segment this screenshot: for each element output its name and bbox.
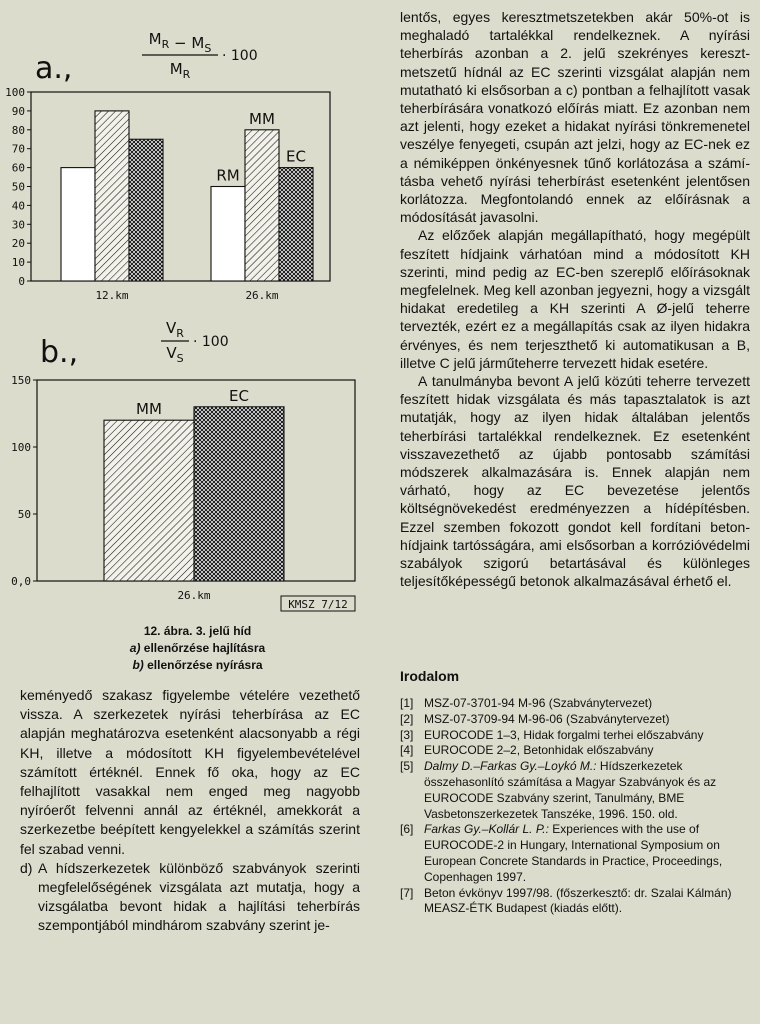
reference-author: Farkas Gy.–Kollár L. P.: xyxy=(424,822,549,837)
reference-item xyxy=(400,728,752,744)
bar-label: MM xyxy=(136,400,162,419)
formula-factor: · 100 xyxy=(222,48,258,64)
reference-item xyxy=(400,759,752,822)
y-tick-label: 50 xyxy=(11,180,25,194)
formula-numerator: $V_R$ xyxy=(166,319,184,340)
caption-title: 12. ábra. 3. jelű híd xyxy=(143,624,252,638)
y-tick-label: 80 xyxy=(11,123,25,137)
reference-item xyxy=(400,712,752,728)
bar-mm xyxy=(104,420,194,581)
x-category-label: 26.km xyxy=(177,589,211,602)
y-tick-label: 0,0 xyxy=(11,575,31,588)
right-column xyxy=(400,8,750,591)
references-title: Irodalom xyxy=(400,668,460,684)
bar-label: RM xyxy=(216,166,240,185)
y-tick-label: 0 xyxy=(18,275,25,288)
y-tick-label: 50 xyxy=(17,508,31,521)
formula-numerator: $M_R - M_S$ xyxy=(148,30,212,55)
right-paragraph-3: A tanulmányba bevont A jelű közúti teherre tervezett feszített hidak vizsgálata és más tapasztalatok is azt mutatják, hogy az ilyen hidak általában jelentős teherbírási tartalékkal rendelkeznek. Ez esetenként visszavezethető az újabb pontosabb számítási módszerek alkalmazására is. Ennek alapján nem várható, hogy az EC bevezetése jelentős költségnövekedést eredményezzen a hídépítésben. Ezzel szemben fokozott gondot kell fordítani betonhídjaink tartósságára, ami elsősorban a korrózióvédelmi szabályok szigorú betartásával és különleges teljesítőképességű betonok alkalmazásával érhető el. xyxy=(400,373,750,590)
caption-line-b xyxy=(20,657,375,674)
bar-ec xyxy=(129,139,163,281)
figure-12 xyxy=(0,0,380,620)
reference-text: Farkas Gy.–Kollár L. P.: Experiences with the use of EUROCODE-2 in Hungary, International Symposium on European Concrete Standards in Practice, Proceedings, Copenhagen 1997. xyxy=(424,822,723,884)
figure-caption xyxy=(20,623,375,674)
caption-b-prefix: b) xyxy=(132,658,144,672)
bar-label: EC xyxy=(286,147,306,166)
x-category-label: 12.km xyxy=(95,289,129,302)
panel-label: a., xyxy=(35,51,73,86)
reference-number: [3] xyxy=(400,727,414,742)
reference-number: [5] xyxy=(400,759,414,774)
bar-ec xyxy=(279,168,313,281)
bar-label: MM xyxy=(249,109,275,128)
bar-rm xyxy=(211,187,245,282)
stamp-label: KMSZ 7/12 xyxy=(288,598,348,611)
chart-panel-a xyxy=(5,30,330,302)
left-paragraph-1: keményedő szakasz figyelembe vételére vezethető vissza. A szerkezetek nyírási teherbírása az EC alapján meghatározva esetenként alacsonyabb a régi KH, illetve a módosított KH figyelembevételével számított értéknél. Ennek fő oka, hogy az EC felhajlított vasakkal nem enged meg nagyobb nyíróerőt felvenni annál az értéknél, amekkorát a szerkezetbe beépített kengyelekkel a számítás szerint fel szabad venni. xyxy=(20,687,360,857)
bar-mm xyxy=(245,130,279,281)
reference-text: EUROCODE 1–3, Hidak forgalmi terhei előszabvány xyxy=(424,727,704,742)
left-column xyxy=(20,686,360,936)
chart-panel-b xyxy=(11,319,355,611)
panel-label: b., xyxy=(40,335,79,370)
reference-number: [6] xyxy=(400,822,414,837)
y-tick-label: 150 xyxy=(11,374,31,387)
reference-item xyxy=(400,822,752,885)
y-tick-label: 100 xyxy=(5,86,25,99)
bar-mm xyxy=(95,111,129,281)
reference-text: Dalmy D.–Farkas Gy.–Loykó M.: Hídszerkezetek összehasonlító számítása a Magyar Szabványok és az EUROCODE Szabvány szerint, Tanulmány, BME Vasbetonszerkezetek Tanszéke, 1996. 150. old. xyxy=(424,759,717,821)
y-tick-label: 40 xyxy=(11,199,25,213)
bar-rm xyxy=(61,168,95,281)
y-tick-label: 100 xyxy=(11,441,31,454)
y-tick-label: 90 xyxy=(11,104,25,118)
y-tick-label: 30 xyxy=(11,218,25,232)
reference-number: [4] xyxy=(400,743,414,758)
formula-denominator: $V_S$ xyxy=(166,344,184,365)
reference-text: EUROCODE 2–2, Betonhidak előszabvány xyxy=(424,743,654,758)
reference-item xyxy=(400,743,752,759)
list-marker-d: d) xyxy=(20,859,33,876)
stamp xyxy=(281,596,355,611)
caption-a-text: ellenőrzése hajlításra xyxy=(140,641,266,655)
x-category-label: 26.km xyxy=(245,289,279,302)
reference-item xyxy=(400,696,752,712)
caption-line-a xyxy=(20,640,375,657)
y-tick-label: 60 xyxy=(11,161,25,175)
bar-ec xyxy=(194,407,284,581)
caption-b-text: ellenőrzése nyírásra xyxy=(143,658,263,672)
reference-number: [1] xyxy=(400,696,414,710)
list-item-d xyxy=(20,859,360,936)
y-tick-label: 10 xyxy=(11,256,25,270)
reference-author: Dalmy D.–Farkas Gy.–Loykó M.: xyxy=(424,759,597,774)
formula-factor: · 100 xyxy=(193,334,229,350)
right-paragraph-1: lentős, egyes keresztmetszetekben akár 50%-ot is meghaladó tartalékkal rendelkeznek. A nyírási teherbírás azonban a 2. jelű szekrényes keresztmetszetű hídnál az EC szerinti vizsgálat alapján nem mutatható ki elsősorban a c) pontban a felhajlított vasak teherbírására vonatkozó előírás miatt. Ez azonban nem azt jelenti, hogy ezeket a hidakat nyírási tönkremenetel veszélye fenyegeti, csupán azt jelzi, hogy az EC-nek ez a némiképpen önkényesnek tűnő korlátozása a számításba vehető nyírási teherbírást esetenként jelentősen korlátozza. Megfontolandó ennek az előírásnak a módosítását javasolni. xyxy=(400,9,750,226)
bar-label: EC xyxy=(229,386,249,405)
caption-a-prefix: a) xyxy=(129,641,141,655)
reference-number: [2] xyxy=(400,711,414,726)
reference-text: Beton évkönyv 1997/98. (főszerkesztő: dr. Szalai Kálmán) MEASZ-ÉTK Budapest (kiadás előtt). xyxy=(424,885,732,916)
y-tick-label: 70 xyxy=(11,142,25,156)
reference-item xyxy=(400,886,752,918)
y-tick-label: 20 xyxy=(11,237,25,251)
formula-denominator: $M_R$ xyxy=(169,60,191,81)
reference-number: [7] xyxy=(400,885,414,900)
list-text-d: A hídszerkezetek különböző szabványok szerinti megfelelőségének vizsgálata azt mutatja, hogy a vizsgálatba bevont hidak a hajlítási teherbírás szempontjából mindhárom szabvány szerint je- xyxy=(38,859,360,934)
reference-text: MSZ-07-3701-94 M-96 (Szabványtervezet) xyxy=(424,696,653,710)
right-paragraph-2: Az előzőek alapján megállapítható, hogy megépült feszített hídjaink várhatóan mind a módosított KH szerinti, mind pedig az EC-ben szereplő előírásoknak megfelelnek. Meg kell azonban jegyezni, hogy a vizsgált hidakat eredetileg a KH szerinti A Ø-jelű teherre tervezték, ezért ez a megállapítás csak az ilyen hidakra érvényes, és nem terjeszthető ki automatikusan a B, illetve C jelű járműteherre tervezett hidak esetére. xyxy=(400,227,750,371)
references-list xyxy=(400,696,752,917)
reference-text: MSZ-07-3709-94 M-96-06 (Szabványtervezet) xyxy=(424,711,670,726)
